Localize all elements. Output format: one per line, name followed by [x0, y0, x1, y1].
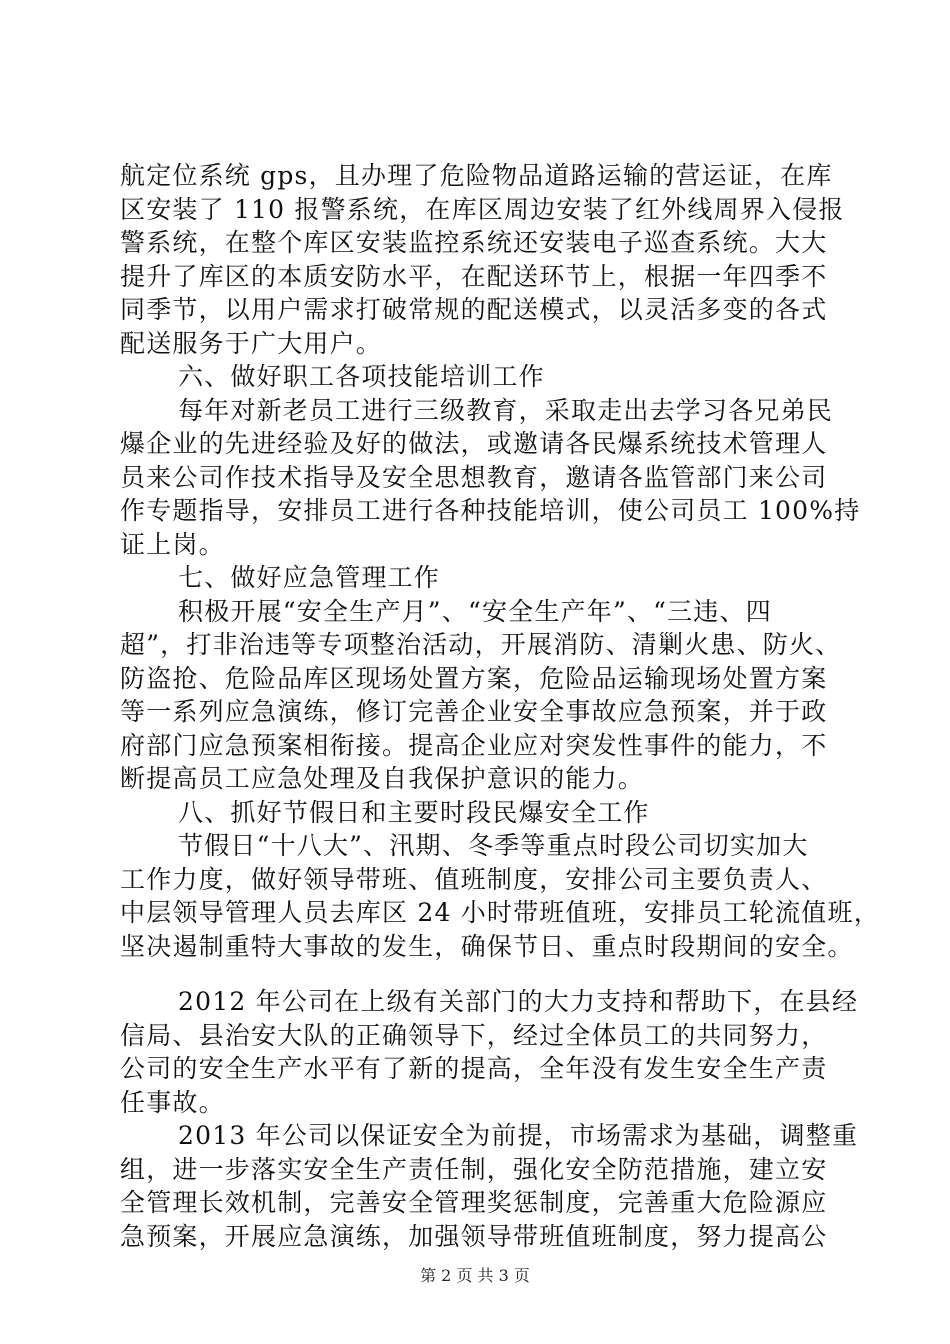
section-heading: 六、做好职工各项技能培训工作 — [178, 362, 545, 391]
body-line: 任事故。 — [120, 1087, 225, 1117]
body-line: 等一系列应急演练，修订完善企业安全事故应急预案，并于政 — [120, 697, 828, 726]
body-line: 工作力度，做好领导带班、值班制度，安排公司主要负责人、 — [120, 864, 828, 894]
body-line: 2013 年公司以保证安全为前提，市场需求为基础，调整重 — [178, 1121, 859, 1150]
body-line: 证上岗。 — [120, 529, 225, 559]
body-line: 防盗抢、危险品库区现场处置方案，危险品运输现场处置方案 — [120, 663, 828, 693]
body-line: 急预案，开展应急演练，加强领导带班值班制度，努力提高公 — [120, 1221, 828, 1251]
body-line: 航定位系统 gps，且办理了危险物品道路运输的营运证，在库 — [120, 161, 833, 190]
body-line: 组，进一步落实安全生产责任制，强化安全防范措施，建立安 — [120, 1154, 828, 1184]
body-line: 每年对新老员工进行三级教育，采取走出去学习各兄弟民 — [178, 395, 834, 425]
body-line: 断提高员工应急处理及自我保护意识的能力。 — [120, 764, 645, 793]
body-line: 超”，打非治违等专项整治活动，开展消防、清剿火患、防火、 — [120, 630, 842, 659]
body-line: 爆企业的先进经验及好的做法，或邀请各民爆系统技术管理人 — [120, 429, 828, 458]
body-line: 提升了库区的本质安防水平，在配送环节上，根据一年四季不 — [120, 261, 828, 291]
body-line: 员来公司作技术指导及安全思想教育，邀请各监管部门来公司 — [120, 462, 828, 492]
body-line: 同季节，以用户需求打破常规的配送模式，以灵活多变的各式 — [120, 295, 828, 324]
body-line: 2012 年公司在上级有关部门的大力支持和帮助下，在县经 — [178, 987, 859, 1016]
page-footer: 第 2 页 共 3 页 — [420, 1266, 530, 1285]
body-line: 公司的安全生产水平有了新的提高，全年没有发生安全生产责 — [120, 1054, 828, 1083]
body-line: 坚决遏制重特大事故的发生，确保节日、重点时段期间的安全。 — [120, 931, 854, 961]
body-line: 警系统，在整个库区安装监控系统还安装电子巡查系统。大大 — [120, 228, 828, 257]
body-line: 配送服务于广大用户。 — [120, 328, 383, 358]
body-line: 区安装了 110 报警系统，在库区周边安装了红外线周界入侵报 — [120, 194, 845, 224]
section-heading: 七、做好应急管理工作 — [178, 563, 441, 592]
body-line: 节假日“十八大”、汛期、冬季等重点时段公司切实加大 — [178, 831, 809, 860]
body-line: 府部门应急预案相衔接。提高企业应对突发性事件的能力，不 — [120, 730, 828, 760]
body-line: 信局、县治安大队的正确领导下，经过全体员工的共同努力， — [120, 1020, 828, 1050]
body-line: 全管理长效机制，完善安全管理奖惩制度，完善重大危险源应 — [120, 1188, 828, 1217]
body-line: 积极开展“安全生产月”、“安全生产年”、“三违、四 — [178, 596, 772, 626]
section-heading: 八、抓好节假日和主要时段民爆安全工作 — [178, 797, 650, 827]
body-line: 作专题指导，安排员工进行各种技能培训，使公司员工 100%持 — [120, 496, 861, 525]
body-line: 中层领导管理人员去库区 24 小时带班值班，安排员工轮流值班， — [120, 898, 880, 927]
